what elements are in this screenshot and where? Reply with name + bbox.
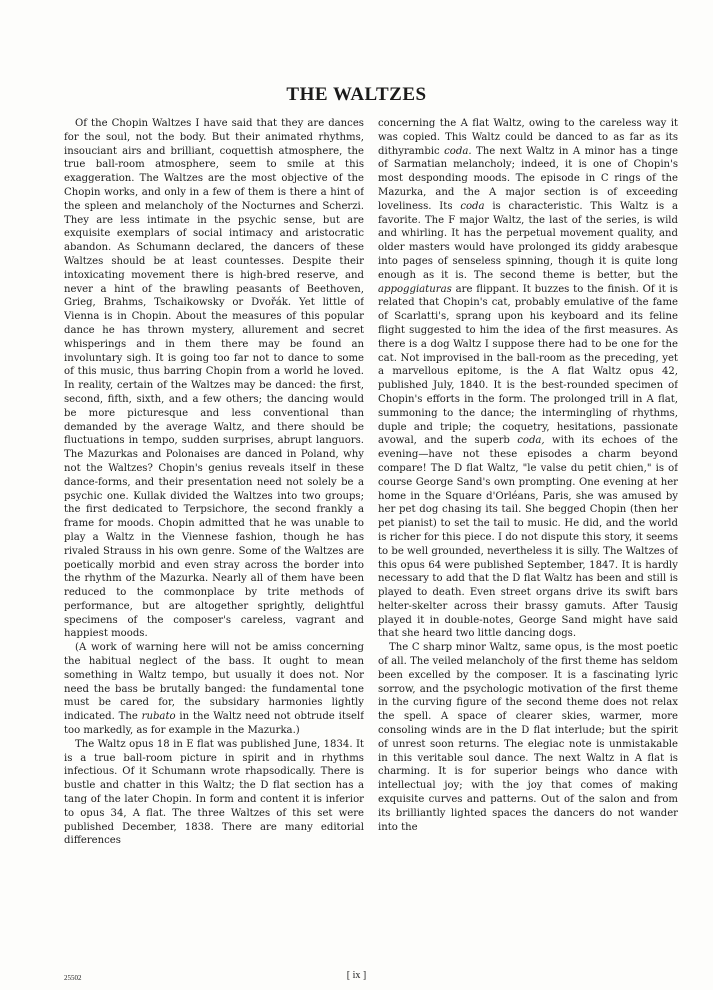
page-number: [ ix ] [346, 970, 367, 981]
text-run: concerning the A flat Waltz, owing to the careless way it was copied. This Waltz could be danced to as far as its dithyrambic [378, 118, 678, 157]
paragraph [378, 117, 678, 641]
italic-term: coda [460, 200, 485, 212]
text-run: are flippant. It buzzes to the finish. Of it is related that Chopin's cat, probably emulative of the fame of Scarlatti's, sprang upon his keyboard and its feline flight suggested to him the idea of the first measures. As there is a dog Waltz I suppose there had to be one for the cat. Not improvised in the ball-room as the preceding, yet a marvellous epitome, is the A flat Waltz opus 42, published July, 1840. It is the best-rounded specimen of Chopin's efforts in the form. The prolonged trill in A flat, summoning to the dance; the intermingling of rhythms, duple and triple; the coquetry, hesitations, passionate avowal, and the superb [378, 283, 678, 447]
paragraph: The C sharp minor Waltz, same opus, is the most poetic of all. The veiled melancholy of the first theme has seldom been excelled by the composer. It is a fascinating lyric sorrow, and the psychologic motivation of the first theme in the curving figure of the second theme does not relax the spell. A space of clearer skies, warmer, more consoling winds are in the D flat interlude; but the spirit of unrest soon returns. The elegiac note is unmistakable in this veritable soul dance. The next Waltz in A flat is charming. It is for superior beings who dance with intellectual joy; with the joy that comes of making exquisite curves and patterns. Out of the salon and from its brilliantly lighted spaces the dancers do not wander into the [378, 642, 678, 833]
italic-term: rubato [141, 711, 176, 723]
italic-term: coda. [444, 145, 472, 157]
plate-number: 25502 [64, 974, 82, 982]
text-run: with its echoes of the evening—have not these episodes a charm beyond compare! The D flat Waltz, "le valse du petit chien," is of course George Sand's own prompting. One evening at her home in the Square d'Orléans, Paris, she was amused by her pet dog chasing its tail. She begged Chopin (then her pet pianist) to set the tail to music. He did, and the world is richer for this piece. I do not dispute this story, it seems to be well grounded, nevertheless it is silly. The Waltzes of this opus 64 were published September, 1847. It is hardly necessary to add that the D flat Waltz has been and still is played to death. Even street organs drive its swift bars helter-skelter across their brassy gamuts. After Tausig played it in double-notes, George Sand might have said that she heard two little dancing dogs. [378, 435, 678, 640]
left-column [64, 117, 364, 967]
text-run: is characteristic. This Waltz is a favorite. The F major Waltz, the last of the series, is wild and whirling. It has the perpetual movement quality, and older masters would have prolonged its giddy arabesque into pages of senseless spinning, though it is quite long enough as it is. The second theme is better, but the [378, 200, 678, 281]
right-column [378, 117, 678, 967]
paragraph: Of the Chopin Waltzes I have said that they are dances for the soul, not the body. But their animated rhythms, insouciant airs and brilliant, coquettish atmosphere, the true ball-room atmosphere, seem to smile at this exaggeration. The Waltzes are the most objective of the Chopin works, and only in a few of them is there a hint of the spleen and melancholy of the Nocturnes and Scherzi. They are less intimate in the psychic sense, but are exquisite exemplars of social intimacy and aristocratic abandon. As Schumann declared, the dancers of these Waltzes should be at least countesses. Despite their intoxicating movement there is high-bred reserve, and never a hint of the brawling peasants of Beethoven, Grieg, Brahms, Tschaikowsky or Dvořák. Yet little of Vienna is in Chopin. About the measures of this popular dance he has thrown mystery, allurement and secret whisperings and in them there may be found an involuntary sigh. It is going too far not to dance to some of this music, thus barring Chopin from a world he loved. In reality, certain of the Waltzes may be danced: the first, second, fifth, sixth, and a few others; the dancing would be more picturesque and less conventional than demanded by the average Waltz, and there should be fluctuations in tempo, sudden surprises, abrupt languors. The Mazurkas and Polonaises are danced in Poland, why not the Waltzes? Chopin's genius reveals itself in these dance-forms, and their presentation need not solely be a psychic one. Kullak divided the Waltzes into two groups; the first dedicated to Terpsichore, the second frankly a frame for moods. Chopin admitted that he was unable to play a Waltz in the Viennese fashion, though he has rivaled Strauss in his own genre. Some of the Waltzes are poetically morbid and even stray across the border into the rhythm of the Mazurka. Nearly all of them have been reduced to the commonplace by trite methods of performance, but are altogether sprightly, delightful specimens of the composer's careless, vagrant and happiest moods. [64, 118, 364, 640]
text-run: in the Waltz need not obtrude itself too markedly, as for example in the Mazurka.) [64, 711, 364, 737]
text-run: (A work of warning here will not be amiss concerning the habitual neglect of the bass. It ought to mean something in Waltz tempo, but usually it does not. Nor need the bass be brutally banged: the fundamental tone must be cared for, the subsidary harmonies lightly indicated. The [64, 642, 364, 723]
page-title: THE WALTZES [286, 84, 427, 105]
italic-term: appoggiaturas [378, 283, 452, 295]
paragraph: The Waltz opus 18 in E flat was published June, 1834. It is a true ball-room picture in spirit and in rhythms infectious. Of it Schumann wrote rhapsodically. There is bustle and chatter in this Waltz; the D flat section has a tang of the later Chopin. In form and content it is inferior to opus 34, A flat. The three Waltzes of this set were published December, 1838. There are many editorial differences [64, 738, 364, 847]
italic-term: coda, [517, 435, 545, 447]
text-run: The next Waltz in A minor has a tinge of Sarmatian melancholy; indeed, it is one of Chopin's most desponding moods. The episode in C rings of the Mazurka, and the A major section is of exceeding loveliness. Its [378, 145, 678, 212]
paragraph [64, 641, 364, 738]
